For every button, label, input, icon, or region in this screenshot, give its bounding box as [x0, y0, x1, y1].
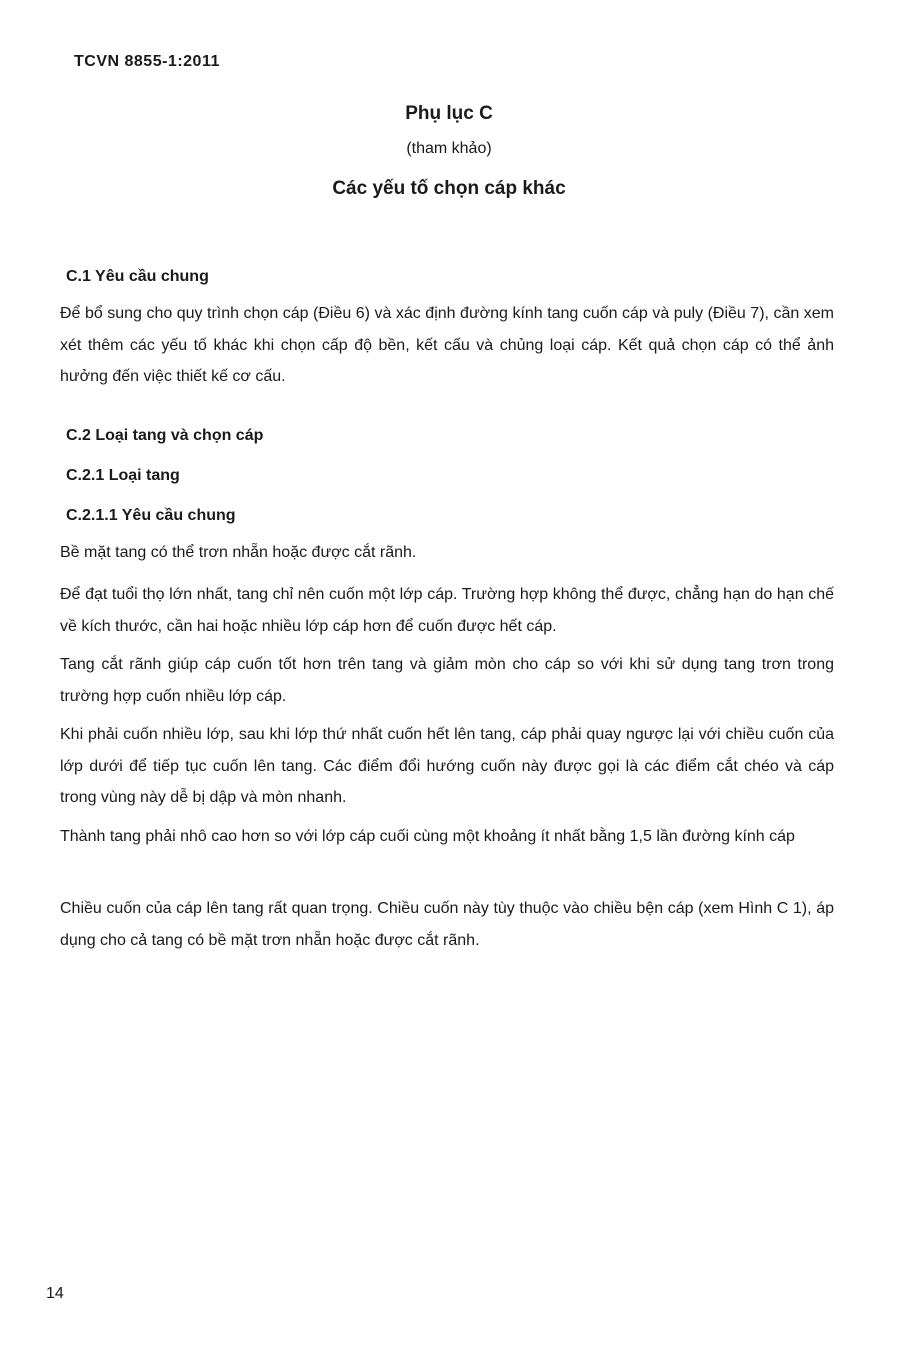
- paragraph-6: Chiều cuốn của cáp lên tang rất quan trọng. Chiều cuốn này tùy thuộc vào chiều bện cáp (xem Hình C 1), áp dụng cho cả tang có bề mặt trơn nhẵn hoặc được cắt rãnh.: [60, 900, 834, 949]
- section-heading-c2: C.2 Loại tang và chọn cáp: [66, 427, 264, 444]
- section-heading-c1: C.1 Yêu cầu chung: [66, 268, 209, 285]
- paragraph-5: Thành tang phải nhô cao hơn so với lớp cáp cuối cùng một khoảng ít nhất bằng 1,5 lần đường kính cáp: [60, 828, 795, 845]
- section-heading-c211: C.2.1.1 Yêu cầu chung: [66, 507, 236, 524]
- paragraph-c1: Để bổ sung cho quy trình chọn cáp (Điều 6) và xác định đường kính tang cuốn cáp và puly (Điều 7), cần xem xét thêm các yếu tố khác khi chọn cấp độ bền, kết cấu và chủng loại cáp. Kết quả chọn cáp có thể ảnh hưởng đến việc thiết kế cơ cấu.: [60, 305, 834, 385]
- paragraph-4: Khi phải cuốn nhiều lớp, sau khi lớp thứ nhất cuốn hết lên tang, cáp phải quay ngược lại với chiều cuốn của lớp dưới để tiếp tục cuốn lên tang. Các điểm đổi hướng cuốn này được gọi là các điểm cắt chéo và cáp trong vùng này dễ bị dập và mòn nhanh.: [60, 726, 834, 806]
- section-heading-c21: C.2.1 Loại tang: [66, 467, 180, 484]
- paragraph-3: Tang cắt rãnh giúp cáp cuốn tốt hơn trên tang và giảm mòn cho cáp so với khi sử dụng tang trơn trong trường hợp cuốn nhiều lớp cáp.: [60, 656, 834, 705]
- document-code: TCVN 8855-1:2011: [74, 53, 220, 70]
- paragraph-2: Để đạt tuổi thọ lớn nhất, tang chỉ nên cuốn một lớp cáp. Trường hợp không thể được, chẳng hạn do hạn chế về kích thước, cần hai hoặc nhiều lớp cáp hơn để cuốn được hết cáp.: [60, 586, 834, 635]
- appendix-note: (tham khảo): [406, 140, 492, 157]
- paragraph-1: Bề mặt tang có thể trơn nhẵn hoặc được cắt rãnh.: [60, 544, 417, 561]
- page-number: 14: [46, 1285, 64, 1302]
- appendix-heading: Các yếu tố chọn cáp khác: [332, 178, 566, 199]
- appendix-title: Phụ lục C: [405, 103, 493, 124]
